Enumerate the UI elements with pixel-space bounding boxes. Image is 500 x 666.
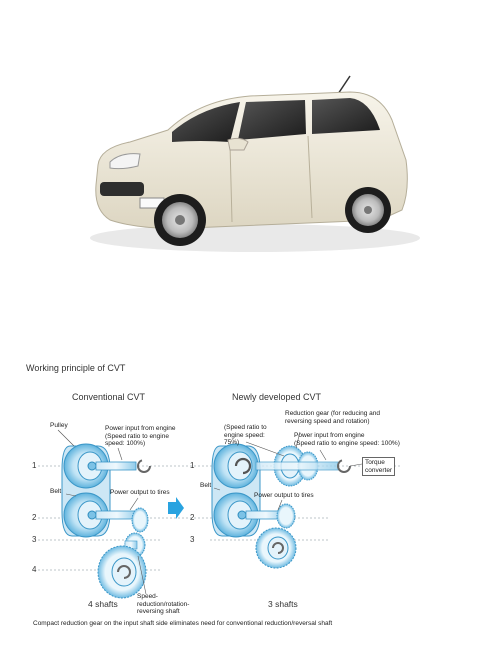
car-rear-wheel	[345, 187, 391, 233]
new-heading: Newly developed CVT	[232, 392, 322, 402]
car-front-window	[238, 100, 306, 140]
new-row-number-1: 1	[190, 461, 195, 470]
conv-output-leader	[130, 498, 138, 510]
new-speed-ratio-label: (Speed ratio to engine speed: 75%)	[224, 424, 267, 446]
conv-pulley-label: Pulley	[50, 422, 68, 429]
new-belt-label: Belt	[200, 482, 212, 489]
new-final-gear	[256, 528, 296, 568]
new-torque-converter-label: Torque converter	[362, 457, 395, 476]
conv-shaft-label: Speed- reduction/rotation- reversing shaft	[137, 593, 190, 615]
conv-row-number-2: 2	[32, 513, 37, 522]
car-mirror	[228, 138, 248, 150]
footer-caption: Compact reduction gear on the input shaft side eliminates need for conventional reduction/reversal shaft	[33, 620, 333, 627]
conv-power-output-label: Power output to tires	[110, 489, 170, 496]
conventional-heading: Conventional CVT	[72, 392, 146, 402]
new-reduction-gear-label: Reduction gear (for reducing and reversing speed and rotation)	[285, 410, 381, 425]
new-primary-pulley	[214, 444, 258, 488]
new-input-leader	[320, 450, 326, 460]
conv-belt-label: Belt	[50, 488, 62, 495]
car-grille	[100, 182, 144, 196]
section-title: Working principle of CVT	[26, 363, 126, 373]
conv-shafts-count: 4 shafts	[88, 599, 118, 609]
new-shafts-count: 3 shafts	[268, 599, 298, 609]
new-row-number-3: 3	[190, 535, 195, 544]
conv-row-number-1: 1	[32, 461, 37, 470]
conv-final-gear	[98, 546, 146, 598]
conv-row-number-3: 3	[32, 535, 37, 544]
car-front-wheel	[154, 194, 206, 246]
conv-input-leader	[118, 448, 122, 460]
new-row-number-2: 2	[190, 513, 195, 522]
conv-input-shaft	[96, 462, 136, 470]
new-output-gear	[277, 504, 295, 528]
conv-row-number-4: 4	[32, 565, 37, 574]
new-power-output-label: Power output to tires	[254, 492, 314, 499]
new-power-input-label: Power input from engine (Speed ratio to engine speed: 100%)	[294, 432, 400, 447]
conv-power-input-label: Power input from engine (Speed ratio to engine speed: 100%)	[105, 425, 176, 447]
new-input-shaft	[256, 462, 338, 470]
comparison-arrow	[168, 497, 184, 519]
conv-output-gear	[132, 508, 148, 532]
conv-pulley-leader	[58, 430, 74, 446]
car-antenna	[338, 76, 350, 94]
car-photo	[80, 70, 420, 270]
